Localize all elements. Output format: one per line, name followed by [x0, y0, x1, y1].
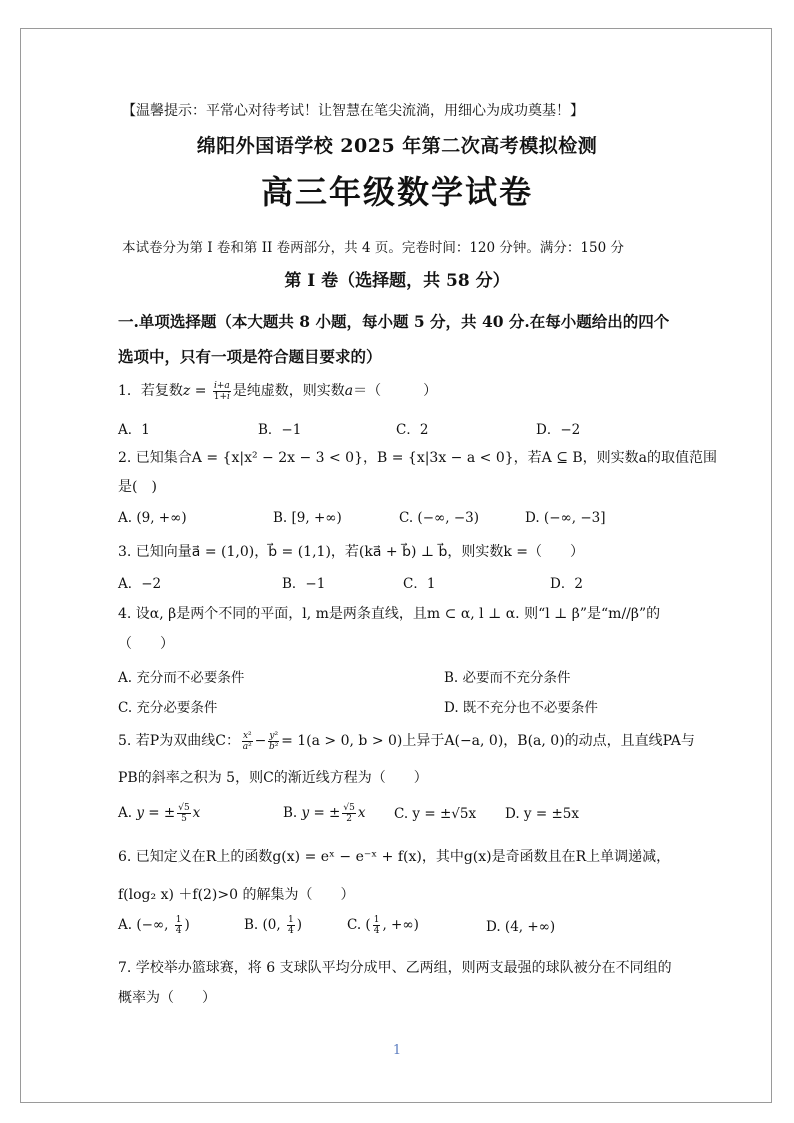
q2-option-c: C. (−∞, −3): [399, 510, 480, 526]
section-heading-line2: 选项中，只有一项是符合题目要求的）: [118, 347, 382, 366]
question-2-stem-line1: 2. 已知集合A = {x|x² − 2x − 3 < 0}，B = {x|3x − a < 0}，若A ⊆ B，则实数a的取值范围: [118, 450, 718, 466]
q2-option-a: A. (9, +∞): [118, 510, 187, 526]
q5-option-b: B. y = ± $\frac{√5}{2}$ x: [283, 803, 366, 824]
page-number: 1: [392, 1043, 402, 1058]
question-6-stem-line1: 6. 已知定义在R上的函数g(x) = eˣ − e⁻ˣ + f(x)，其中g(x)是奇函数且在R上单调递减，: [118, 849, 671, 865]
q5-fraction-x: $\frac{\text{x²}}{\text{a²}}$: [242, 730, 252, 752]
question-7-stem-line1: 7. 学校举办篮球赛，将 6 支球队平均分成甲、乙两组，则两支最强的球队被分在不同组的: [118, 960, 672, 976]
q6-option-b: B. (0, $\frac{1}{4}$ ): [244, 915, 302, 936]
q3-option-a: A．−2: [118, 576, 162, 592]
q4-option-b: B. 必要而不充分条件: [444, 670, 571, 686]
q6-option-d: D. (4, +∞): [486, 919, 556, 935]
volume-heading: 第 I 卷（选择题，共 58 分）: [284, 271, 510, 291]
q4-option-a: A. 充分而不必要条件: [118, 670, 245, 686]
q2-option-d: D. (−∞, −3]: [525, 510, 606, 526]
q4-option-d: D. 既不充分也不必要条件: [444, 700, 598, 716]
q3-option-d: D．2: [550, 576, 583, 592]
question-4-stem-line2: （ ）: [118, 636, 174, 652]
question-3-stem: 3. 已知向量a⃗ = (1,0)，b⃗ = (1,1)，若(ka⃗ + b⃗) ⊥ b⃗，则实数k =（ ）: [118, 544, 585, 560]
question-5-stem-line1: 5. 若P为双曲线C： $\frac{\text{x²}}{\text{a²}}$ − $\frac{\text{y²}}{\text{b²}}$ = 1(a > 0, b > 0)上异于A(−a, 0)，B(a, 0)的动点，且直线PA与: [118, 730, 695, 752]
question-4-stem-line1: 4. 设α, β是两个不同的平面，l, m是两条直线，且m ⊂ α, l ⊥ α. 则“l ⊥ β”是“m//β”的: [118, 606, 661, 622]
q4-option-c: C. 充分必要条件: [118, 700, 218, 716]
q2-option-b: B. [9, +∞): [273, 510, 342, 526]
q6-option-a: A. (−∞, $\frac{1}{4}$ ): [118, 915, 190, 936]
question-2-stem-line2: 是( ): [118, 479, 157, 495]
question-1-stem: 1．若复数z = $\frac{i+a}{1+i}$ 是纯虚数，则实数a＝（ ）: [118, 380, 438, 402]
school-title: 绵阳外国语学校 2025 年第二次高考模拟检测: [196, 135, 598, 157]
question-7-stem-line2: 概率为（ ）: [118, 990, 216, 1006]
question-6-stem-line2: f(log₂ x) ＋f(2)>0 的解集为（ ）: [118, 887, 355, 903]
q1-option-b: B．−1: [258, 422, 302, 438]
q3-option-b: B．−1: [282, 576, 326, 592]
question-5-stem-line2: PB的斜率之积为 5，则C的渐近线方程为（ ）: [118, 770, 428, 786]
q5-option-d: D. y = ±5x: [505, 806, 579, 822]
exam-title: 高三年级数学试卷: [260, 173, 533, 211]
q6-option-c: C. ( $\frac{1}{4}$ , +∞): [347, 915, 419, 936]
q3-option-c: C．1: [403, 576, 436, 592]
q5-fraction-y: $\frac{\text{y²}}{\text{b²}}$: [269, 730, 279, 752]
exam-info: 本试卷分为第 I 卷和第 II 卷两部分，共 4 页。完卷时间：120 分钟。满分：150 分: [122, 240, 624, 256]
q1-fraction: $\frac{i+a}{1+i}$: [213, 380, 230, 402]
q1-option-a: A．1: [118, 422, 150, 438]
section-heading-line1: 一.单项选择题（本大题共 8 小题，每小题 5 分，共 40 分.在每小题给出的四个: [118, 312, 670, 331]
q5-option-a: A. y = ± $\frac{√5}{5}$ x: [118, 803, 201, 824]
q5-option-c: C. y = ±√5x: [394, 806, 477, 822]
q1-option-c: C．2: [396, 422, 429, 438]
reminder-tip: 【温馨提示：平常心对待考试！让智慧在笔尖流淌，用细心为成功奠基！】: [122, 103, 584, 119]
q1-option-d: D．−2: [536, 422, 581, 438]
